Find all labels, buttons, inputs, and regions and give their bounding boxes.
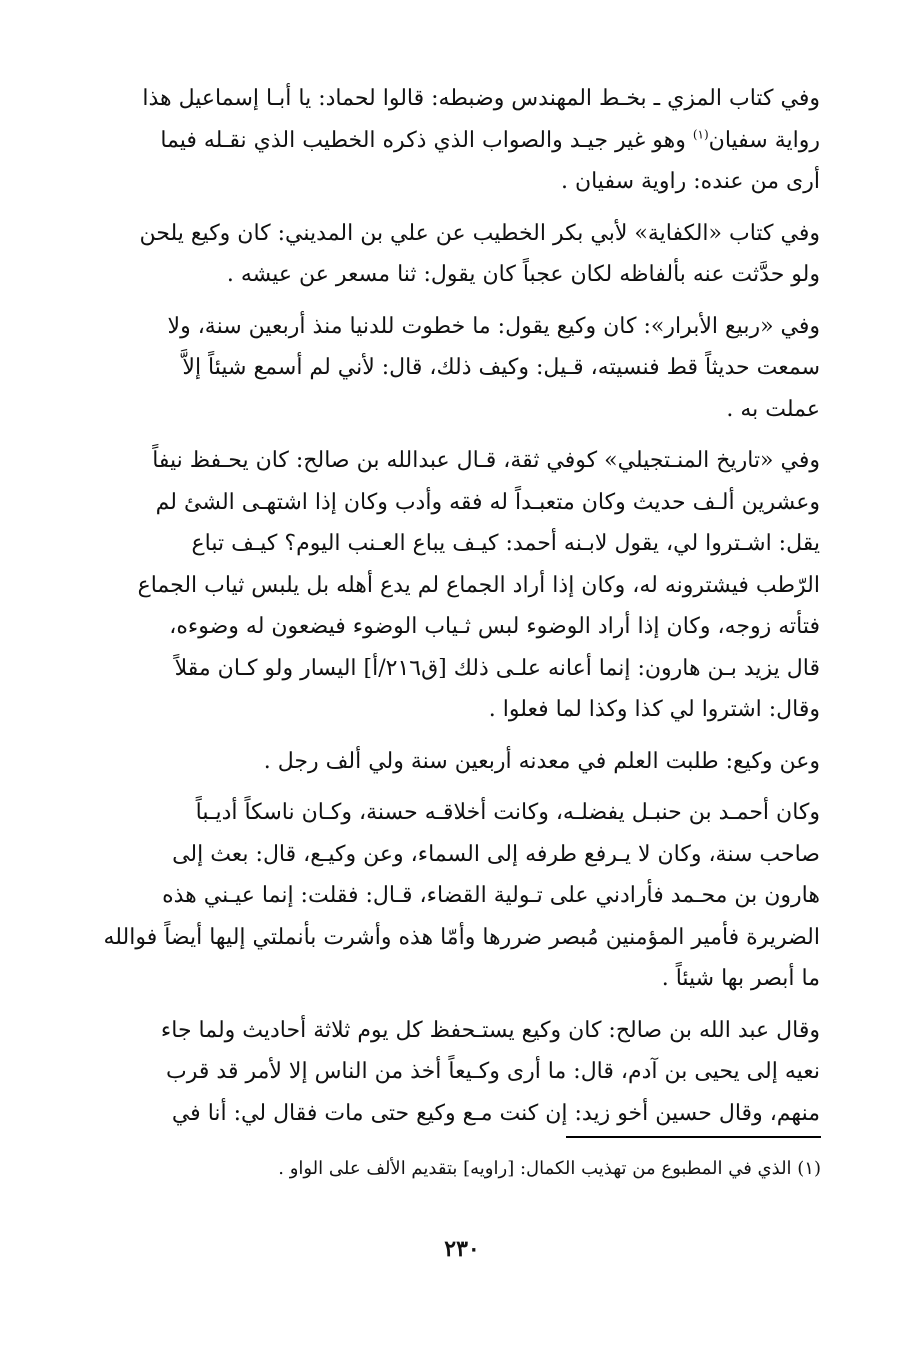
text-line: وقال عبد الله بن صالح: كان وكيع يستـحفظ كل يوم ثلاثة أحاديث ولما جاء bbox=[160, 1017, 820, 1043]
text-line: نعيه إلى يحيى بن آدم، قال: ما أرى وكـيعاً أخذ من الناس إلا لأمر قد قرب bbox=[166, 1059, 820, 1084]
text-segment: وهو غير جيـد والصواب الذي ذكره الخطيب الذي نقـله فيما bbox=[160, 127, 693, 153]
paragraph-mizzi bbox=[100, 78, 820, 203]
text-line: وفي «ربيع الأبرار»: كان وكيع يقول: ما خطوت للدنيا منذ أربعين سنة، ولا bbox=[167, 313, 820, 339]
paragraph-abdullah bbox=[100, 1010, 820, 1135]
text-line: وفي «تاريخ المنـتجيلي» كوفي ثقة، قـال عبدالله بن صالح: كان يحـفظ نيفاً bbox=[152, 448, 820, 473]
text-line: سمعت حديثاً قط فنسيته، قـيل: وكيف ذلك، قال: لأني لم أسمع شيئاً إلاَّ bbox=[182, 355, 820, 380]
text-line: عملت به . bbox=[726, 396, 820, 422]
text-line: قال يزيد بـن هارون: إنما أعانه علـى ذلك [ق٢١٦/أ] اليسار ولو كـان مقلاً bbox=[174, 655, 820, 681]
paragraph-kifaya bbox=[100, 213, 820, 296]
text-line: وقال: اشتروا لي كذا وكذا لما فعلوا . bbox=[488, 697, 820, 722]
text-line: ما أبصر بها شيئاً . bbox=[661, 966, 820, 991]
text-line: أرى من عنده: راوية سفيان . bbox=[560, 169, 820, 194]
text-line: الرّطب فيشترونه له، وكان إذا أراد الجماع لم يدع أهله بل يلبس ثياب الجماع bbox=[137, 572, 820, 598]
text-line: وعن وكيع: طلبت العلم في معدنه أربعين سنة ولي ألف رجل . bbox=[263, 748, 820, 774]
text-line: وكان أحمـد بن حنبـل يفضلـه، وكانت أخلاقـه حسنة، وكـان ناسكاً أديـباً bbox=[195, 800, 820, 825]
text-line: صاحب سنة، وكان لا يـرفع طرفه إلى السماء، وعن وكيـع، قال: بعث إلى bbox=[172, 841, 820, 867]
text-line: يقل: اشـتروا لي، يقول لابـنه أحمد: كيـف يباع العـنب اليوم؟ كيـف تباع bbox=[191, 531, 820, 556]
text-line: منهم، وقال حسين أخو زيد: إن كنت مـع وكيع حتى مات فقال لي: أنا في bbox=[171, 1100, 820, 1126]
footnote-divider bbox=[566, 1136, 821, 1138]
text-line: وفي كتاب المزي ـ بخـط المهندس وضبطه: قالوا لحماد: يا أبـا إسماعيل هذا bbox=[142, 86, 820, 111]
paragraph-waki-quote bbox=[100, 741, 820, 783]
text-line: هارون بن محـمد فأرادني على تـولية القضاء، قـال: فقلت: إنما عيـني هذه bbox=[162, 883, 820, 908]
paragraph-ahmad bbox=[100, 792, 820, 1000]
body-text bbox=[100, 78, 820, 1144]
paragraph-rabi-al-abrar bbox=[100, 306, 820, 431]
footnote: (١) الذي في المطبوع من تهذيب الكمال: [راويه] بتقديم الألف على الواو . bbox=[278, 1158, 821, 1179]
text-line bbox=[100, 120, 820, 162]
page-number: ٢٣٠ bbox=[444, 1236, 480, 1262]
text-segment: رواية سفيان bbox=[708, 127, 820, 153]
text-line: ولو حدَّثت عنه بألفاظه لكان عجباً كان يقول: ثنا مسعر عن عيشه . bbox=[226, 262, 820, 287]
footnote-reference: (١) bbox=[692, 127, 709, 142]
text-line: وعشرين ألـف حديث وكان متعبـداً له فقه وأدب وكان إذا اشتهـى الشئ لم bbox=[155, 489, 820, 515]
text-line: الضريرة فأمير المؤمنين مُبصر ضررها وأمّا هذه وأشرت بأنملتي إليها أيضاً فوالله bbox=[103, 924, 820, 950]
text-line: فتأته زوجه، وكان إذا أراد الوضوء لبس ثـياب الوضوء فيضعون له وضوءه، bbox=[169, 614, 820, 639]
text-line: وفي كتاب «الكفاية» لأبي بكر الخطيب عن علي بن المديني: كان وكيع يلحن bbox=[139, 220, 820, 246]
paragraph-tarikh bbox=[100, 440, 820, 731]
